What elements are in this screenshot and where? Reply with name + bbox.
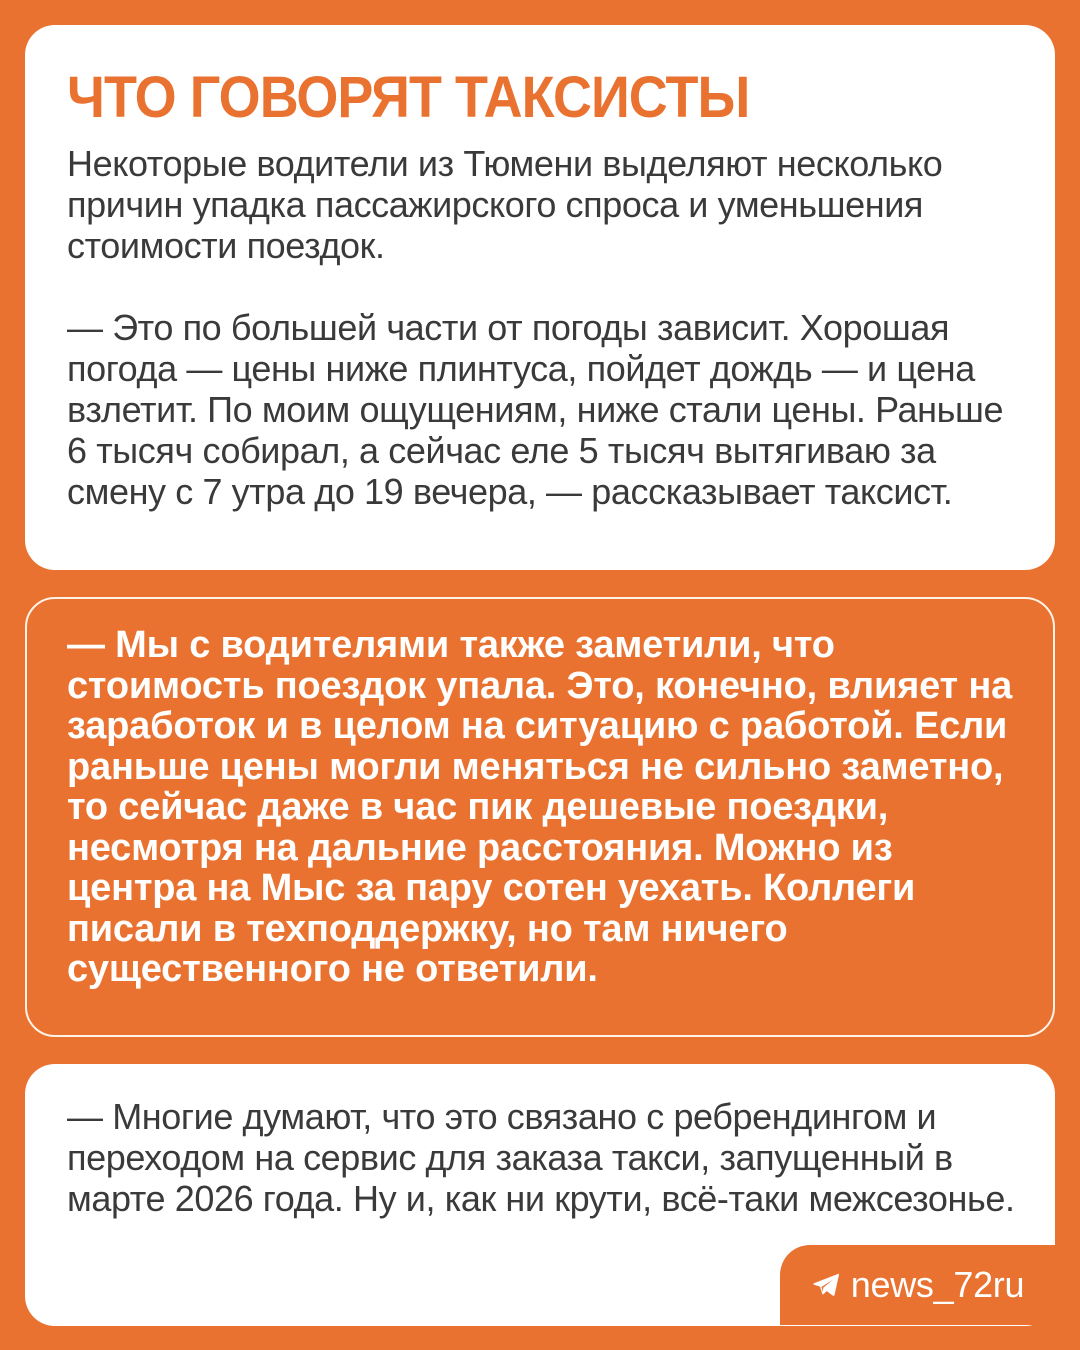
channel-name: news_72ru: [850, 1264, 1025, 1305]
intro-paragraph: Некоторые водители из Тюмени выделяют несколько причин упадка пассажирского спроса и уменьшения стоимости поездок.: [67, 143, 943, 266]
top-card: [25, 25, 1055, 570]
highlight-card: [25, 597, 1055, 1037]
driver-quote-rebranding: — Многие думают, что это связано с ребрендингом и переходом на сервис для заказа такси, запущенный в марте 2026 года. Ну и, как ни крути, всё-таки межсезонье.: [67, 1096, 1015, 1219]
telegram-icon: [811, 1270, 841, 1300]
page-title: ЧТО ГОВОРЯТ ТАКСИСТЫ: [67, 65, 750, 130]
driver-quote-weather: — Это по большей части от погоды зависит. Хорошая погода — цены ниже плинтуса, пойдет дождь — и цена взлетит. По моим ощущениям, ниже стали цены. Раньше 6 тысяч собирал, а сейчас еле 5 тысяч вытягиваю за смену с 7 утра до 19 вечера, — рассказывает таксист.: [67, 307, 1004, 512]
driver-quote-prices: — Мы с водителями также заметили, что стоимость поездок упала. Это, конечно, влияет на заработок и в целом на ситуацию с работой. Если раньше цены могли меняться не сильно заметно, то сейчас даже в час пик дешевые поездки, несмотря на дальние расстояния. Можно из центра на Мыс за пару сотен уехать. Коллеги писали в техподдержку, но там ничего существенного не ответили.: [67, 624, 1013, 990]
channel-badge[interactable]: [780, 1245, 1055, 1325]
